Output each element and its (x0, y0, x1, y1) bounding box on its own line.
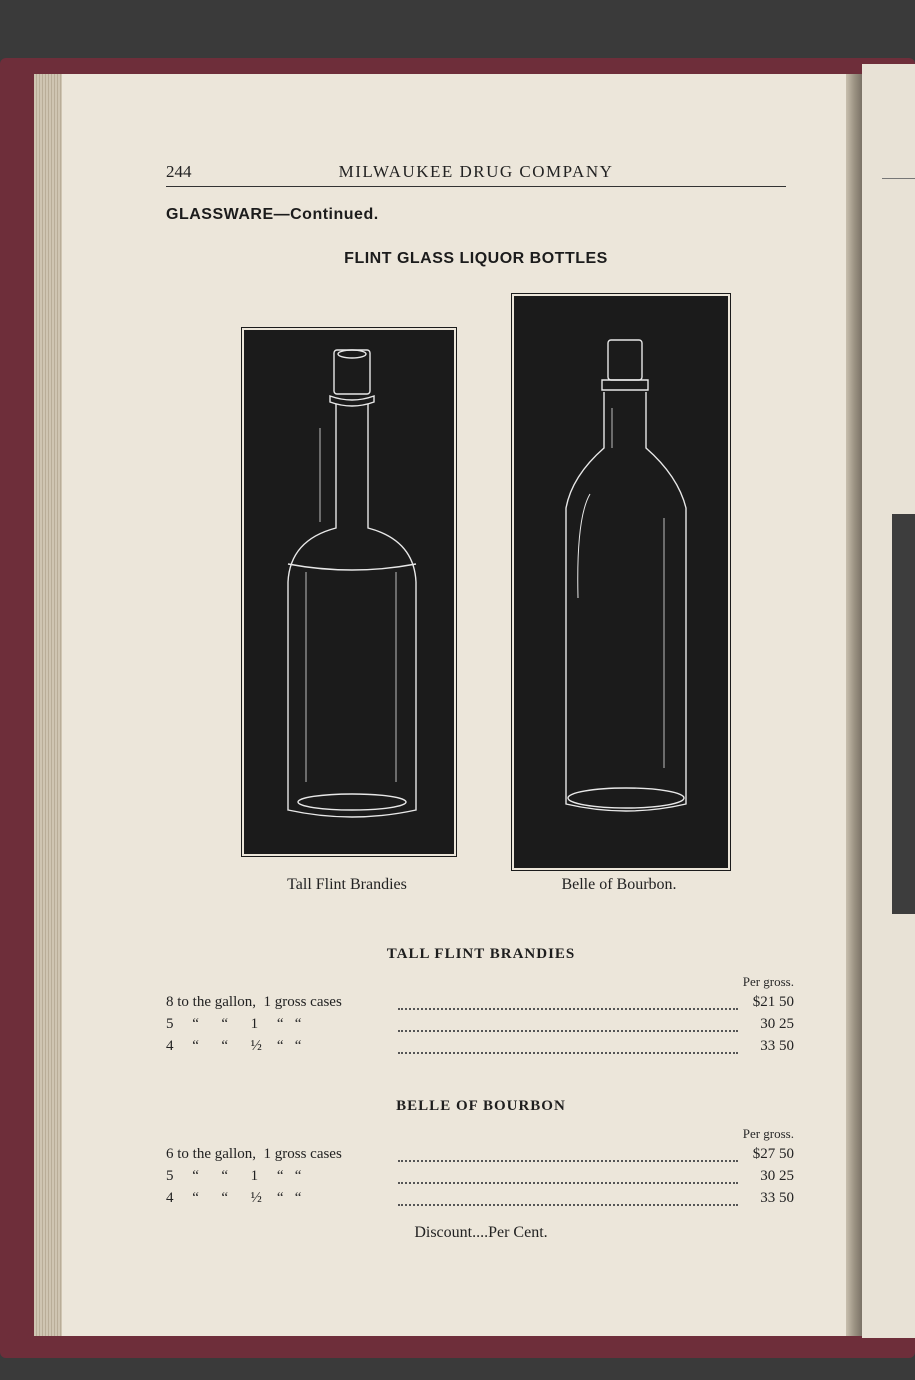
price-row (166, 1016, 794, 1036)
row-price: 30 25 (760, 1168, 794, 1184)
price-row (166, 994, 794, 1014)
page-number: 244 (166, 162, 192, 181)
row-description: 5 “ “ 1 “ “ (166, 1168, 302, 1184)
book-gutter (846, 74, 862, 1336)
row-description: 8 to the gallon, 1 gross cases (166, 994, 342, 1010)
caption-belle-of-bourbon: Belle of Bourbon. (561, 876, 677, 893)
row-description: 4 “ “ ½ “ “ (166, 1038, 302, 1054)
table-title-belle-of-bourbon: BELLE OF BOURBON (396, 1098, 566, 1114)
facing-page-edge (862, 64, 915, 1338)
per-gross-label: Per gross. (742, 1126, 794, 1141)
belle-of-bourbon-bottle-illustration (514, 296, 728, 868)
price-row (166, 1168, 794, 1188)
row-price: 33 50 (760, 1038, 794, 1054)
tall-flint-brandy-bottle-illustration (244, 330, 454, 854)
page-heading: FLINT GLASS LIQUOR BOTTLES (344, 250, 608, 267)
table-title-tall-flint-brandies: TALL FLINT BRANDIES (386, 946, 576, 962)
running-title: MILWAUKEE DRUG COMPANY (338, 162, 614, 181)
price-row (166, 1190, 794, 1210)
row-description: 6 to the gallon, 1 gross cases (166, 1146, 342, 1162)
price-row (166, 1038, 794, 1058)
section-label: GLASSWARE—Continued. (166, 206, 379, 223)
row-price: 33 50 (760, 1190, 794, 1206)
row-price: $21 50 (752, 994, 794, 1010)
row-price: $27 50 (752, 1146, 794, 1162)
page-edges (34, 74, 64, 1336)
row-description: 5 “ “ 1 “ “ (166, 1016, 302, 1032)
row-description: 4 “ “ ½ “ “ (166, 1190, 302, 1206)
running-head (166, 162, 786, 187)
discount-line: Discount....Per Cent. (414, 1224, 548, 1241)
caption-tall-flint-brandies: Tall Flint Brandies (287, 876, 407, 893)
price-row (166, 1146, 794, 1166)
per-gross-label: Per gross. (742, 974, 794, 989)
row-price: 30 25 (760, 1016, 794, 1032)
